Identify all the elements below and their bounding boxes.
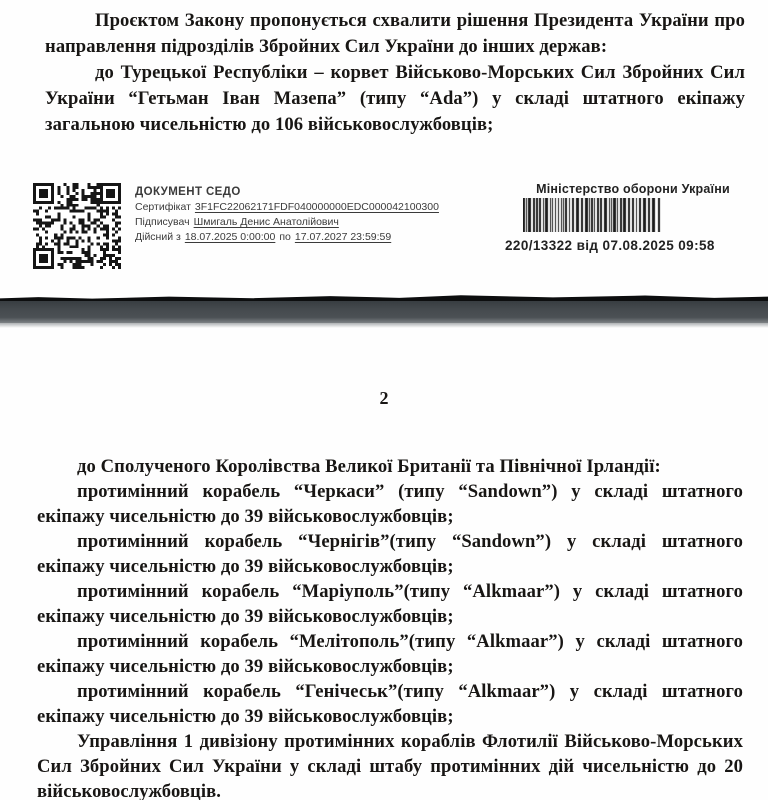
page-1 (0, 0, 768, 294)
paragraph: протимінний корабель “Черкаси” (типу “Sandown”) у складі штатного екіпажу чисельністю до 39 військовослужбовців; (37, 481, 743, 527)
registration-organization: Міністерство оборони України (536, 182, 730, 196)
paragraph: до Турецької Республіки – корвет Військово-Морських Сил Збройних Сил України “Гетьман Іван Мазепа” (типу “Ada”) у складі штатного екіпажу загальною чисельністю до 106 військовослужбовців; (45, 62, 745, 135)
signer-line (135, 215, 443, 230)
certificate-value: 3F1FC22062171FDF040000000EDC000042100300 (194, 201, 439, 213)
registration-stamp (505, 182, 761, 254)
paragraph: протимінний корабель “Маріуполь”(типу “Alkmaar”) у складі штатного екіпажу чисельністю до 39 військовослужбовців; (37, 581, 743, 627)
paragraph: протимінний корабель “Чернігів”(типу “Sandown”) у складі штатного екіпажу чисельністю до 39 військовослужбовців; (37, 531, 743, 577)
paragraph: протимінний корабель “Мелітополь”(типу “Alkmaar”) у складі штатного екіпажу чисельністю до 39 військовослужбовців; (37, 631, 743, 677)
page-2-body (0, 454, 768, 800)
valid-to-value: 17.07.2027 23:59:59 (294, 231, 392, 243)
validity-label: Дійсний з (135, 231, 181, 243)
barcode-icon (523, 198, 661, 232)
paragraph: до Сполученого Королівства Великої Британії та Північної Ірландії: (77, 456, 661, 477)
certificate-line (135, 200, 443, 215)
signer-value: Шмигаль Денис Анатолійович (193, 216, 339, 228)
qr-code-icon (33, 183, 121, 269)
valid-from-value: 18.07.2025 0:00:00 (184, 231, 276, 243)
validity-line (135, 230, 443, 245)
page-2 (0, 328, 768, 800)
scan-gap-band (0, 301, 768, 323)
page-edge-shadow (0, 294, 768, 301)
page-number: 2 (379, 388, 389, 408)
stamps-row (0, 183, 768, 283)
paragraph: Проєктом Закону пропонується схвалити рішення Президента України про направлення підрозділів Збройних Сил України до інших держав: (45, 10, 745, 57)
sedo-title: ДОКУМЕНТ СЕДО (135, 186, 241, 198)
validity-conjunction: по (279, 231, 291, 243)
sedo-stamp-text (135, 183, 443, 245)
sedo-signature-stamp (33, 183, 443, 269)
signer-label: Підписувач (135, 216, 190, 228)
page-separator (0, 294, 768, 328)
paragraph: Управління 1 дивізіону протимінних кораблів Флотилії Військово-Морських Сил Збройних Сил України у складі штабу протимінних дій чисельністю до 20 військовослужбовців. (37, 731, 743, 800)
paragraph: протимінний корабель “Генічеськ”(типу “Alkmaar”) у складі штатного екіпажу чисельністю до 39 військовослужбовців; (37, 681, 743, 727)
registration-number: 220/13322 від 07.08.2025 09:58 (505, 238, 715, 253)
certificate-label: Сертифікат (135, 201, 191, 213)
